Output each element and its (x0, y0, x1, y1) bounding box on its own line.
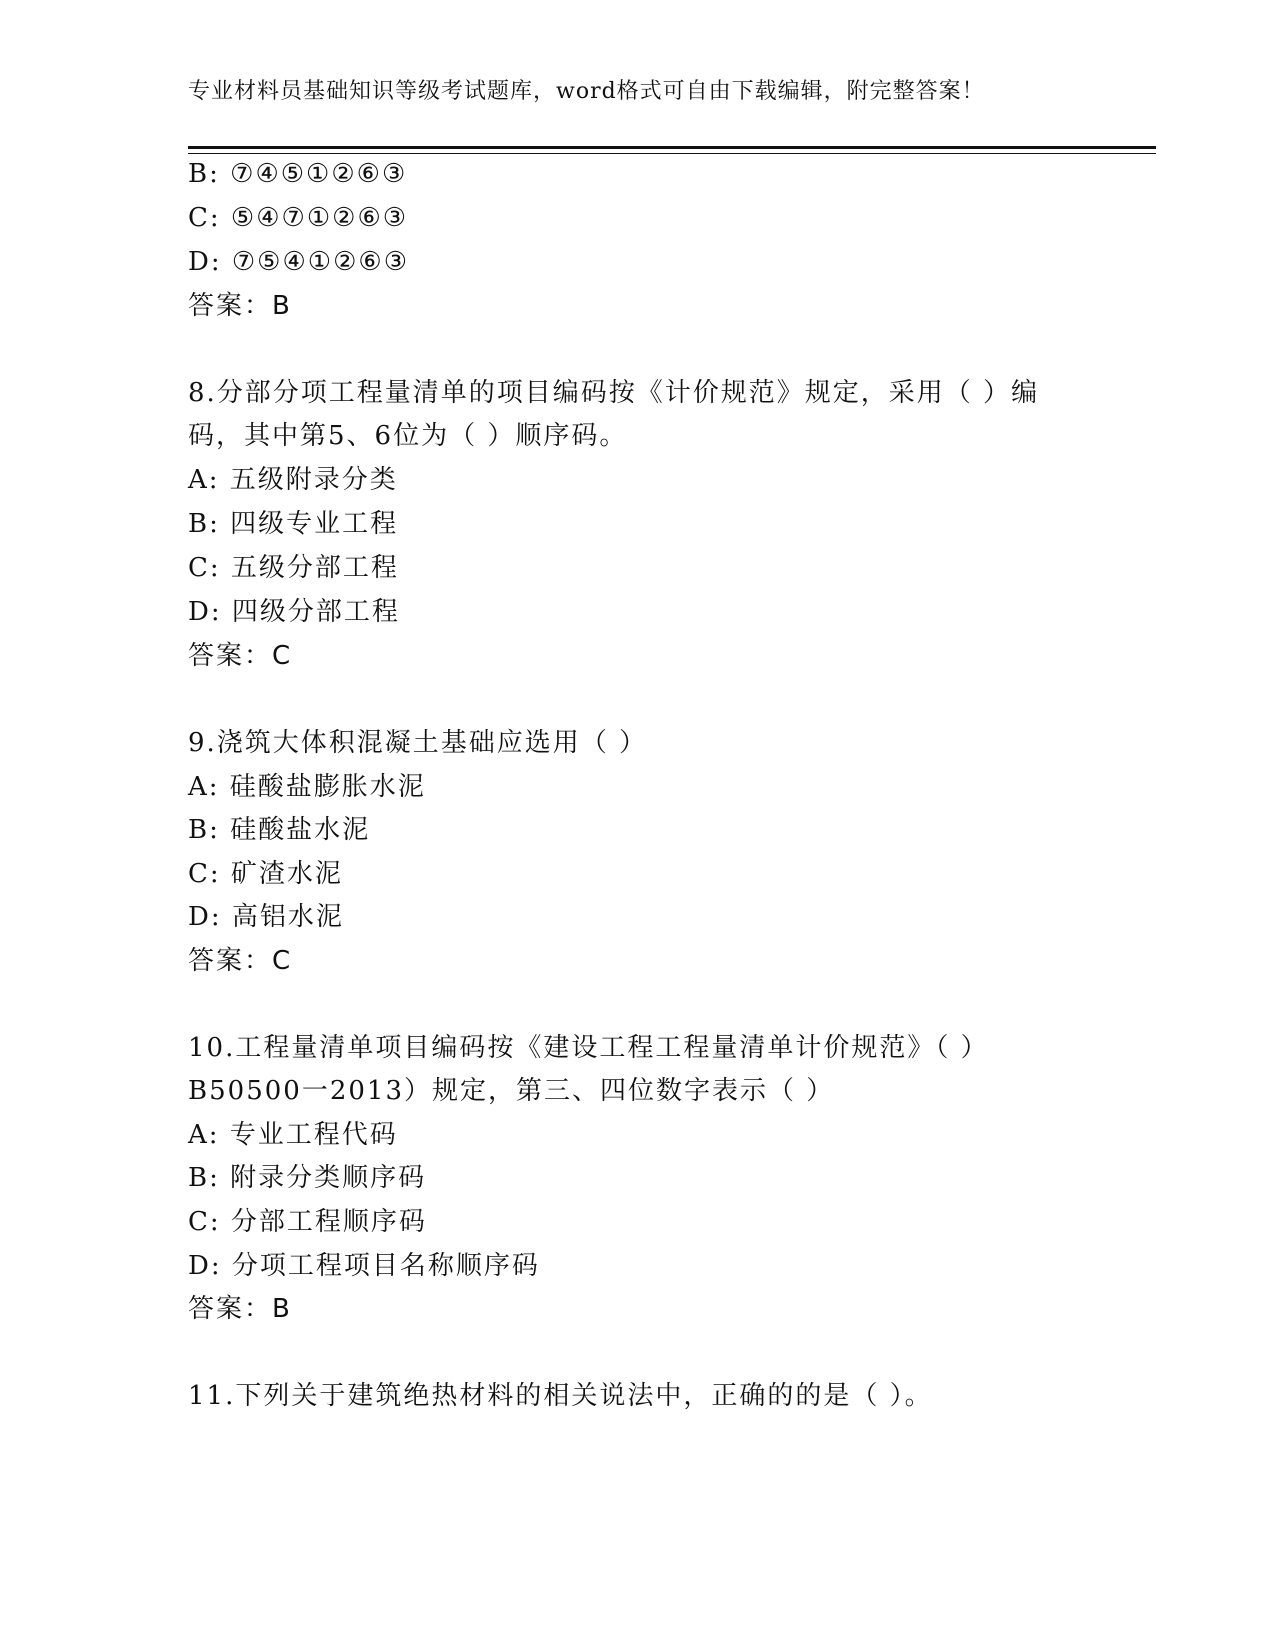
q7-option-b: B: ⑦④⑤①②⑥③ (188, 159, 408, 189)
q10-stem-line1: 10.工程量清单项目编码按《建设工程工程量清单计价规范》（ ） (188, 1033, 989, 1063)
q10-option-c: C: 分部工程顺序码 (188, 1207, 427, 1237)
q10-option-b: B: 附录分类顺序码 (188, 1163, 427, 1193)
q11-stem: 11.下列关于建筑绝热材料的相关说法中，正确的的是（ ）。 (188, 1381, 933, 1411)
q7-answer: 答案：B (188, 291, 292, 321)
q10-stem-line2: B50500一2013）规定，第三、四位数字表示（ ） (188, 1076, 835, 1106)
q10-answer: 答案：B (188, 1294, 292, 1324)
q8-option-d: D: 四级分部工程 (188, 597, 400, 627)
q10-option-a: A: 专业工程代码 (188, 1120, 398, 1150)
q9-answer: 答案：C (188, 946, 293, 976)
q9-stem: 9.浇筑大体积混凝土基础应选用（ ） (188, 728, 648, 758)
q9-option-a: A: 硅酸盐膨胀水泥 (188, 772, 426, 802)
q8-option-a: A: 五级附录分类 (188, 465, 398, 495)
q9-option-b: B: 硅酸盐水泥 (188, 815, 371, 845)
q7-option-c: C: ⑤④⑦①②⑥③ (188, 203, 409, 233)
page-header: 专业材料员基础知识等级考试题库，word格式可自由下载编辑，附完整答案！ (188, 79, 985, 104)
q10-option-d: D: 分项工程项目名称顺序码 (188, 1251, 540, 1281)
q8-stem-line2: 码，其中第5、6位为（ ）顺序码。 (188, 421, 628, 451)
header-rule-thick (188, 146, 1156, 149)
q9-option-c: C: 矿渣水泥 (188, 859, 343, 889)
header-rule-thin (188, 153, 1156, 154)
q8-stem-line1: 8.分部分项工程量清单的项目编码按《计价规范》规定，采用（ ）编 (188, 378, 1040, 408)
q7-option-d: D: ⑦⑤④①②⑥③ (188, 247, 410, 277)
q8-answer: 答案：C (188, 641, 293, 671)
q8-option-c: C: 五级分部工程 (188, 553, 399, 583)
q9-option-d: D: 高铝水泥 (188, 902, 344, 932)
q8-option-b: B: 四级专业工程 (188, 509, 399, 539)
